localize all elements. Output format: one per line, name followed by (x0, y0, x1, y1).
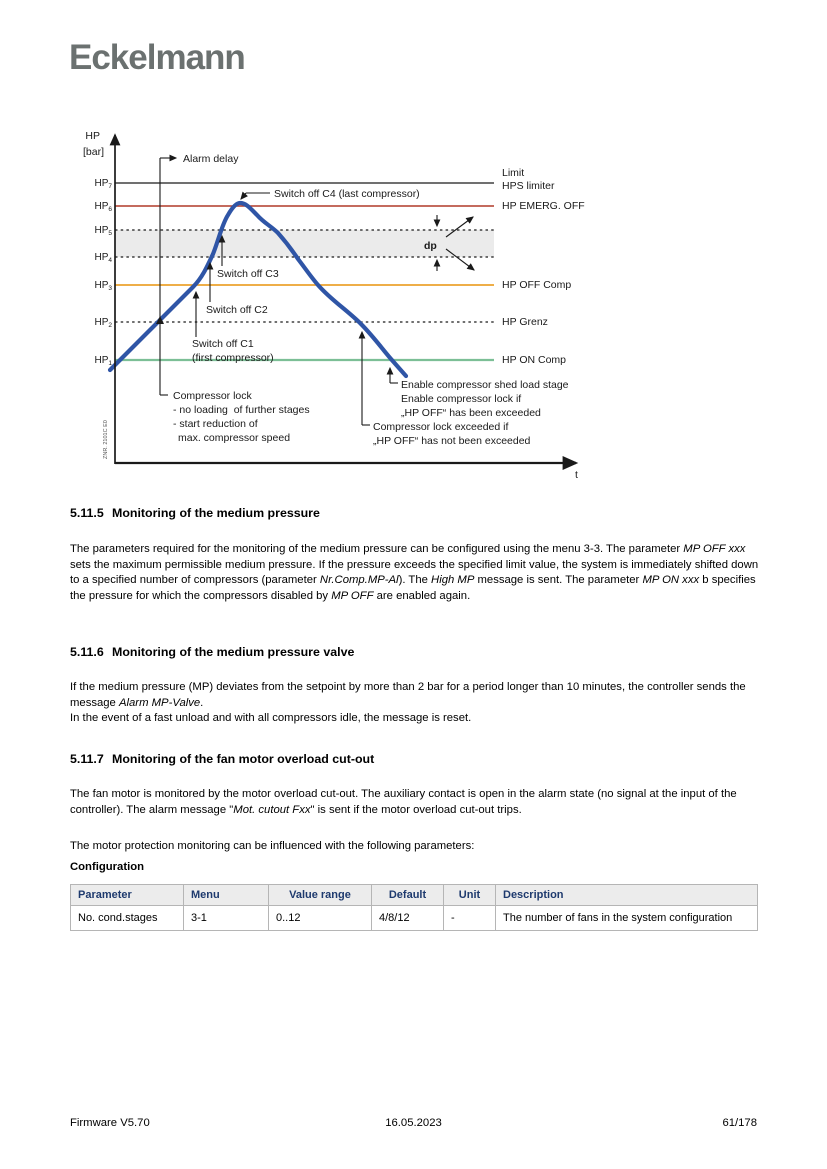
section-number: 5.11.7 (70, 752, 104, 766)
y-axis-unit: [bar] (82, 146, 104, 158)
label-limit: Limit (502, 167, 525, 179)
dp-band (115, 230, 494, 257)
label-hp-on-comp: HP ON Comp (502, 354, 566, 366)
section-title: Monitoring of the medium pressure valve (112, 645, 355, 659)
section-5-11-5-paragraph: The parameters required for the monitoring of the medium pressure can be configured using the menu 3-3. The parameter MP OFF xxx sets the maximum permissible medium pressure. If the pressure exceeds the specified limit value, the system is immediately shifted down to a specified number of compressors (parameter Nr.Comp.MP-Al). The High MP message is sent. The parameter MP ON xxx b specifies the pressure for which the compressors disabled by MP OFF are enabled again. (70, 543, 759, 603)
section-number: 5.11.5 (70, 506, 104, 520)
label-hps-limiter: HPS limiter (502, 180, 555, 192)
section-5-11-7-paragraph: The fan motor is monitored by the motor overload cut-out. The auxiliary contact is open in the alarm state (no signal at the input of the controller). The alarm message "Mot. cutout Fxx" is sent if the motor overload cut-out trips. (70, 788, 737, 816)
footer-page-number: 61/178 (722, 1117, 757, 1129)
table-header-row (71, 885, 758, 906)
section-5-11-7-paragraph-2: The motor protection monitoring can be influenced with the following parameters: (70, 840, 475, 852)
switch-c1-label-2: (first compressor) (192, 352, 274, 364)
section-title: Monitoring of the medium pressure (112, 506, 320, 520)
col-header-unit: Unit (444, 885, 496, 906)
alarm-delay-label: Alarm delay (183, 153, 239, 165)
enable-note-2: Enable compressor lock if (401, 393, 522, 405)
lock-note-4: max. compressor speed (178, 432, 291, 444)
switch-c3-label: Switch off C3 (217, 268, 279, 280)
section-5-11-6-paragraph: If the medium pressure (MP) deviates from the setpoint by more than 2 bar for a period longer than 10 minutes, the controller sends the message Alarm MP-Valve. In the event of a fast unload and with all compressors idle, the message is reset. (70, 681, 746, 725)
lock-note-2: - no loading of further stages (173, 404, 310, 416)
y-axis-title: HP (85, 130, 100, 142)
y-label-hp2: $HP_2$ (94, 317, 112, 329)
dp-label: dp (424, 240, 437, 252)
y-label-hp1: $HP_1$ (94, 355, 112, 367)
switch-c1-label-1: Switch off C1 (192, 338, 254, 350)
parameter-table (70, 884, 758, 931)
hp-pressure-diagram (70, 118, 600, 483)
eckelmann-logo: Eckelmann (69, 38, 245, 77)
section-title: Monitoring of the fan motor overload cut-out (112, 752, 375, 766)
footer-date: 16.05.2023 (385, 1117, 442, 1129)
cell-value-range: 0..12 (269, 906, 372, 931)
section-number: 5.11.6 (70, 645, 104, 659)
cell-parameter: No. cond.stages (71, 906, 184, 931)
y-label-hp3: $HP_3$ (94, 280, 112, 292)
y-label-hp4: $HP_4$ (94, 252, 112, 264)
col-header-default: Default (372, 885, 444, 906)
col-header-description: Description (496, 885, 758, 906)
label-hp-emerg-off: HP EMERG. OFF (502, 200, 585, 212)
y-label-hp7: $HP_7$ (94, 178, 112, 190)
cell-menu: 3-1 (184, 906, 269, 931)
section-heading-5-11-6 (70, 645, 760, 659)
enable-note-3: „HP OFF“ has been exceeded (401, 407, 541, 419)
table-row (71, 906, 758, 931)
exceed-note-2: „HP OFF“ has not been exceeded (373, 435, 531, 447)
exceed-note-1: Compressor lock exceeded if (373, 421, 509, 433)
label-hp-off-comp: HP OFF Comp (502, 279, 572, 291)
cell-default: 4/8/12 (372, 906, 444, 931)
lock-note-3: - start reduction of (173, 418, 258, 430)
col-header-value-range: Value range (269, 885, 372, 906)
y-label-hp5: $HP_5$ (94, 225, 112, 237)
lock-note-1: Compressor lock (173, 390, 252, 402)
switch-c4-arrow (241, 193, 246, 199)
section-heading-5-11-7 (70, 752, 760, 766)
cell-description: The number of fans in the system configuration (496, 906, 758, 931)
label-hp-grenz: HP Grenz (502, 316, 548, 328)
configuration-label: Configuration (70, 861, 145, 873)
drawing-number: ZNR. 2101C E0 (103, 420, 109, 459)
enable-note-1: Enable compressor shed load stage (401, 379, 569, 391)
col-header-menu: Menu (184, 885, 269, 906)
x-axis-label: t (575, 469, 578, 481)
footer-firmware-version: Firmware V5.70 (70, 1117, 150, 1129)
y-label-hp6: $HP_6$ (94, 201, 112, 213)
switch-c2-label: Switch off C2 (206, 304, 268, 316)
cell-unit: - (444, 906, 496, 931)
switch-c4-label: Switch off C4 (last compressor) (274, 188, 420, 200)
section-heading-5-11-5 (70, 506, 760, 520)
col-header-parameter: Parameter (71, 885, 184, 906)
